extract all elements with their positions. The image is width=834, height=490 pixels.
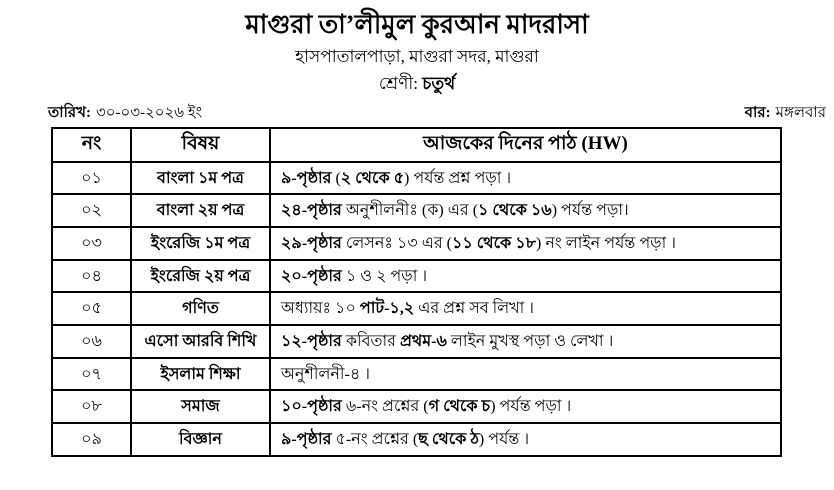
homework-table — [51, 127, 782, 457]
table-row — [52, 162, 781, 195]
homework-text-segment: ছ থেকে ঠ — [418, 431, 479, 449]
homework-text-segment: ১১ থেকে ১৮ — [452, 234, 537, 252]
homework-text-segment: ২৪-পৃষ্ঠার — [281, 202, 342, 220]
school-address: হাসপাতালপাড়া, মাগুরা সদর, মাগুরা — [295, 46, 539, 66]
day-field — [745, 104, 826, 122]
homework-text-segment: লেসনঃ ১৩ এর ( — [341, 234, 452, 252]
row-number: ০৯ — [52, 423, 131, 456]
homework-text-segment: ১ ও ২ পড়া । — [341, 267, 428, 285]
homework-text-segment: ) পর্যন্ত পড়া । — [490, 398, 572, 416]
class-line — [0, 74, 834, 94]
col-header-subject: বিষয় — [131, 128, 270, 162]
homework-text-segment: ১০-পৃষ্ঠার — [281, 398, 342, 416]
homework-text-segment: লাইন মুখস্থ পড়া ও লেখা । — [446, 332, 614, 350]
homework-text — [270, 162, 781, 195]
subject-name: বাংলা ১ম পত্র — [131, 162, 270, 195]
homework-text-segment: ৯-পৃষ্ঠার — [281, 431, 332, 449]
class-value: চতুর্থ — [422, 74, 456, 94]
homework-text-segment: অনুশীলনী-৪ । — [281, 365, 370, 383]
homework-text-segment: অধ্যায়ঃ ১০ — [281, 300, 360, 318]
row-number: ০১ — [52, 162, 131, 195]
homework-text-segment: ১২-পৃষ্ঠার — [281, 332, 342, 350]
row-number: ০৪ — [52, 260, 131, 293]
homework-text — [270, 358, 781, 391]
table-row — [52, 423, 781, 456]
row-number: ০২ — [52, 194, 131, 227]
subject-name: ইসলাম শিক্ষা — [131, 358, 270, 391]
homework-text — [270, 227, 781, 260]
homework-text-segment: ) পর্যন্ত পড়া। — [551, 202, 629, 220]
homework-text-segment: অনুশীলনীঃ (ক) এর ( — [341, 202, 479, 220]
subject-name: ইংরেজি ১ম পত্র — [131, 227, 270, 260]
homework-text-segment: কবিতার — [341, 332, 400, 350]
class-label: শ্রেণী: — [378, 74, 418, 94]
day-label: বার: — [744, 104, 771, 121]
subject-name: ইংরেজি ২য় পত্র — [131, 260, 270, 293]
subject-name: বিজ্ঞান — [131, 423, 270, 456]
homework-text-segment: ৬-নং প্রশ্নের ( — [341, 398, 429, 416]
homework-text-segment: পাট-১,২ — [359, 300, 415, 318]
date-label: তারিখ: — [48, 104, 91, 121]
table-row — [52, 390, 781, 423]
homework-text-segment: ) পর্যন্ত । — [478, 431, 530, 449]
table-row — [52, 358, 781, 391]
homework-text-segment: ২৯-পৃষ্ঠার — [281, 234, 342, 252]
row-number: ০৭ — [52, 358, 131, 391]
table-row — [52, 292, 781, 325]
meta-row — [0, 104, 834, 122]
page-title: মাগুরা তা’লীমুল কুরআন মাদরাসা — [245, 10, 589, 39]
row-number: ০৬ — [52, 325, 131, 358]
table-row — [52, 227, 781, 260]
subject-name: বাংলা ২য় পত্র — [131, 194, 270, 227]
homework-text — [270, 292, 781, 325]
header-row — [52, 128, 781, 162]
homework-text-segment: ) পর্যন্ত প্রশ্ন পড়া । — [404, 169, 512, 187]
table-row — [52, 194, 781, 227]
col-header-no: নং — [52, 128, 131, 162]
homework-text — [270, 260, 781, 293]
table-row — [52, 260, 781, 293]
homework-text-segment: ২ থেকে ৫ — [340, 169, 405, 187]
homework-text-segment: ) নং লাইন পর্যন্ত পড়া । — [536, 234, 676, 252]
homework-text-segment: ( — [331, 169, 341, 187]
subject-name: সমাজ — [131, 390, 270, 423]
homework-text-segment: ২০-পৃষ্ঠার — [281, 267, 342, 285]
homework-text — [270, 194, 781, 227]
homework-text — [270, 423, 781, 456]
date-field — [48, 104, 202, 122]
table-header — [52, 128, 781, 162]
homework-text-segment: এর প্রশ্ন সব লিখা । — [414, 300, 535, 318]
table-row — [52, 325, 781, 358]
table-body — [52, 162, 781, 456]
homework-text-segment: গ থেকে চ — [428, 398, 491, 416]
date-value: ৩০-০৩-২০২৬ ইং — [96, 104, 203, 121]
day-value: মঙ্গলবার — [775, 104, 826, 121]
homework-text-segment: ১ থেকে ১৬ — [478, 202, 552, 220]
homework-text-segment: ৫-নং প্রশ্নের ( — [331, 431, 419, 449]
col-header-homework: আজকের দিনের পাঠ (HW) — [270, 128, 781, 162]
homework-text — [270, 325, 781, 358]
row-number: ০৩ — [52, 227, 131, 260]
homework-text-segment: প্রথম-৬ — [399, 332, 447, 350]
homework-text-segment: ৯-পৃষ্ঠার — [281, 169, 332, 187]
homework-text — [270, 390, 781, 423]
subject-name: এসো আরবি শিখি — [131, 325, 270, 358]
row-number: ০৫ — [52, 292, 131, 325]
subject-name: গণিত — [131, 292, 270, 325]
row-number: ০৮ — [52, 390, 131, 423]
